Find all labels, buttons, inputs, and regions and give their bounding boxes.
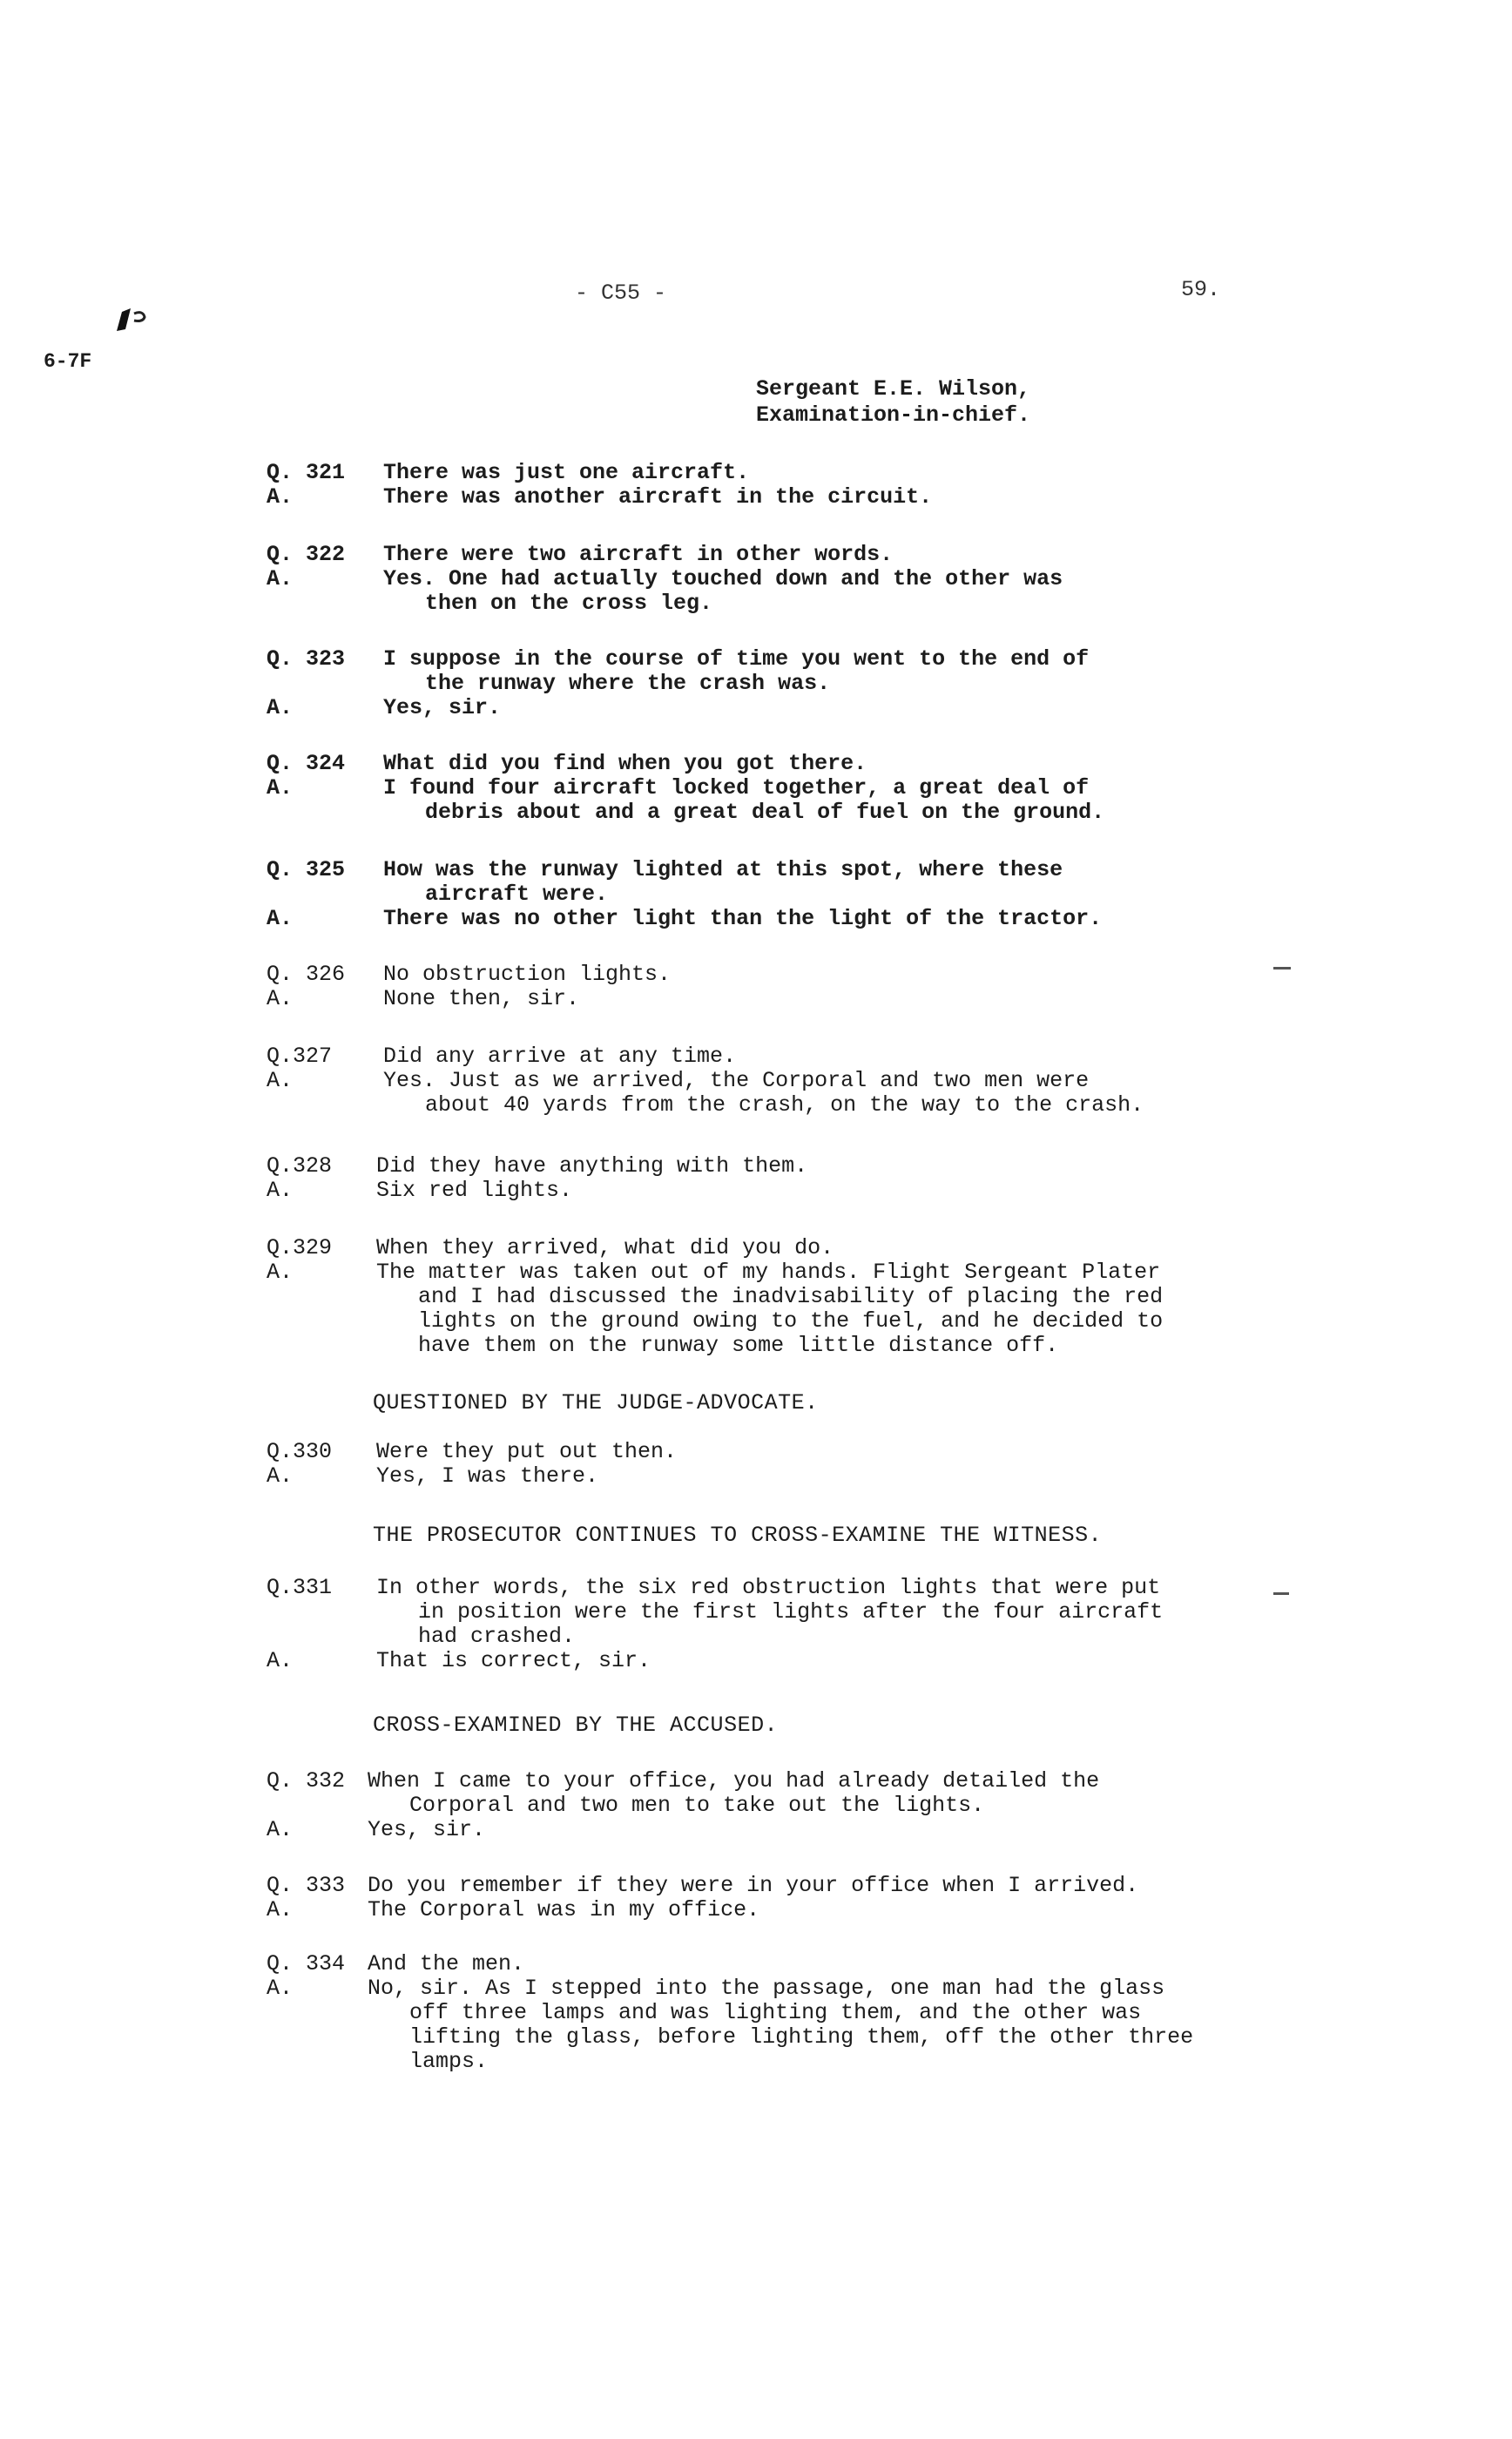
question-text: What did you find when you got there. [383,751,867,776]
question-text: There were two aircraft in other words. [383,542,894,567]
answer-label: A. [267,1178,294,1203]
question-text: No obstruction lights. [383,962,672,987]
question-text: When they arrived, what did you do. [376,1235,834,1260]
question-text: In other words, the six red obstruction lights that were put [376,1575,1161,1600]
question-number: Q. 326 [267,962,346,987]
question-number: Q.330 [267,1439,333,1464]
answer-text: and I had discussed the inadvisability of placing the red [418,1284,1164,1309]
question-number: Q. 324 [267,751,346,776]
answer-label: A. [267,1260,294,1285]
question-text: Did they have anything with them. [376,1153,808,1179]
question-number: Q.327 [267,1044,333,1069]
question-text: When I came to your office, you had already detailed the [368,1768,1100,1794]
witness-name: Sergeant E.E. Wilson, [756,376,1031,402]
page-number-center: - C55 - [575,280,667,306]
answer-text: debris about and a great deal of fuel on the ground. [425,800,1105,825]
question-number: Q. 332 [267,1768,346,1794]
question-number: Q.329 [267,1235,333,1260]
answer-text: There was no other light than the light of the tractor. [383,906,1103,931]
answer-label: A. [267,1897,294,1922]
answer-label: A. [267,566,294,591]
witness-heading [756,376,1030,429]
question-text: Did any arrive at any time. [383,1044,737,1069]
section-heading: CROSS-EXAMINED BY THE ACCUSED. [373,1713,779,1738]
question-text: the runway where the crash was. [425,671,831,696]
file-reference: 6-7F [44,350,92,373]
answer-text: lights on the ground owing to the fuel, and he decided to [418,1308,1164,1334]
question-number: Q.331 [267,1575,333,1600]
margin-mark [1273,967,1291,970]
question-text: in position were the first lights after the four aircraft [418,1599,1164,1625]
answer-text: Yes. One had actually touched down and the other was [383,566,1063,591]
answer-text: then on the cross leg. [425,591,713,616]
answer-label: A. [267,775,294,801]
answer-text: Yes, sir. [383,695,502,720]
question-text: had crashed. [418,1624,576,1649]
question-text: Were they put out then. [376,1439,678,1464]
answer-label: A. [267,1976,294,2001]
answer-text: None then, sir. [383,986,580,1011]
answer-text: Yes. Just as we arrived, the Corporal and two men were [383,1068,1090,1093]
question-number: Q. 333 [267,1873,346,1898]
section-heading: THE PROSECUTOR CONTINUES TO CROSS-EXAMINE THE WITNESS. [373,1523,1103,1548]
answer-label: A. [267,906,294,931]
staple-mark-icon [113,305,150,336]
question-text: Corporal and two men to take out the lights. [409,1793,985,1818]
answer-label: A. [267,484,294,510]
answer-text: have them on the runway some little distance off. [418,1333,1059,1358]
question-text: Do you remember if they were in your office when I arrived. [368,1873,1139,1898]
answer-label: A. [267,986,294,1011]
question-text: I suppose in the course of time you went to the end of [383,646,1090,672]
answer-label: A. [267,1817,294,1842]
answer-text: Yes, I was there. [376,1463,599,1489]
answer-text: The Corporal was in my office. [368,1897,760,1922]
answer-text: about 40 yards from the crash, on the way to the crash. [425,1092,1144,1118]
question-number: Q. 323 [267,646,346,672]
examination-stage: Examination-in-chief. [756,402,1031,428]
answer-label: A. [267,1648,294,1673]
answer-text: Six red lights. [376,1178,573,1203]
answer-text: There was another aircraft in the circuit. [383,484,933,510]
question-text: There was just one aircraft. [383,460,750,485]
answer-label: A. [267,1463,294,1489]
question-number: Q.328 [267,1153,333,1179]
question-number: Q. 322 [267,542,346,567]
answer-text: That is correct, sir. [376,1648,651,1673]
answer-text: off three lamps and was lighting them, and the other was [409,2000,1142,2025]
answer-label: A. [267,695,294,720]
question-number: Q. 334 [267,1951,346,1976]
question-number: Q. 325 [267,857,346,882]
question-text: aircraft were. [425,882,609,907]
answer-text: Yes, sir. [368,1817,486,1842]
answer-text: I found four aircraft locked together, a great deal of [383,775,1090,801]
page-number-right: 59. [1181,277,1221,302]
answer-text: lamps. [409,2049,489,2074]
question-text: And the men. [368,1951,525,1976]
margin-mark [1273,1592,1289,1595]
answer-text: The matter was taken out of my hands. Flight Sergeant Plater [376,1260,1161,1285]
section-heading: QUESTIONED BY THE JUDGE-ADVOCATE. [373,1390,819,1415]
answer-label: A. [267,1068,294,1093]
answer-text: lifting the glass, before lighting them, off the other three [409,2024,1194,2050]
question-text: How was the runway lighted at this spot, where these [383,857,1063,882]
answer-text: No, sir. As I stepped into the passage, one man had the glass [368,1976,1165,2001]
question-number: Q. 321 [267,460,346,485]
